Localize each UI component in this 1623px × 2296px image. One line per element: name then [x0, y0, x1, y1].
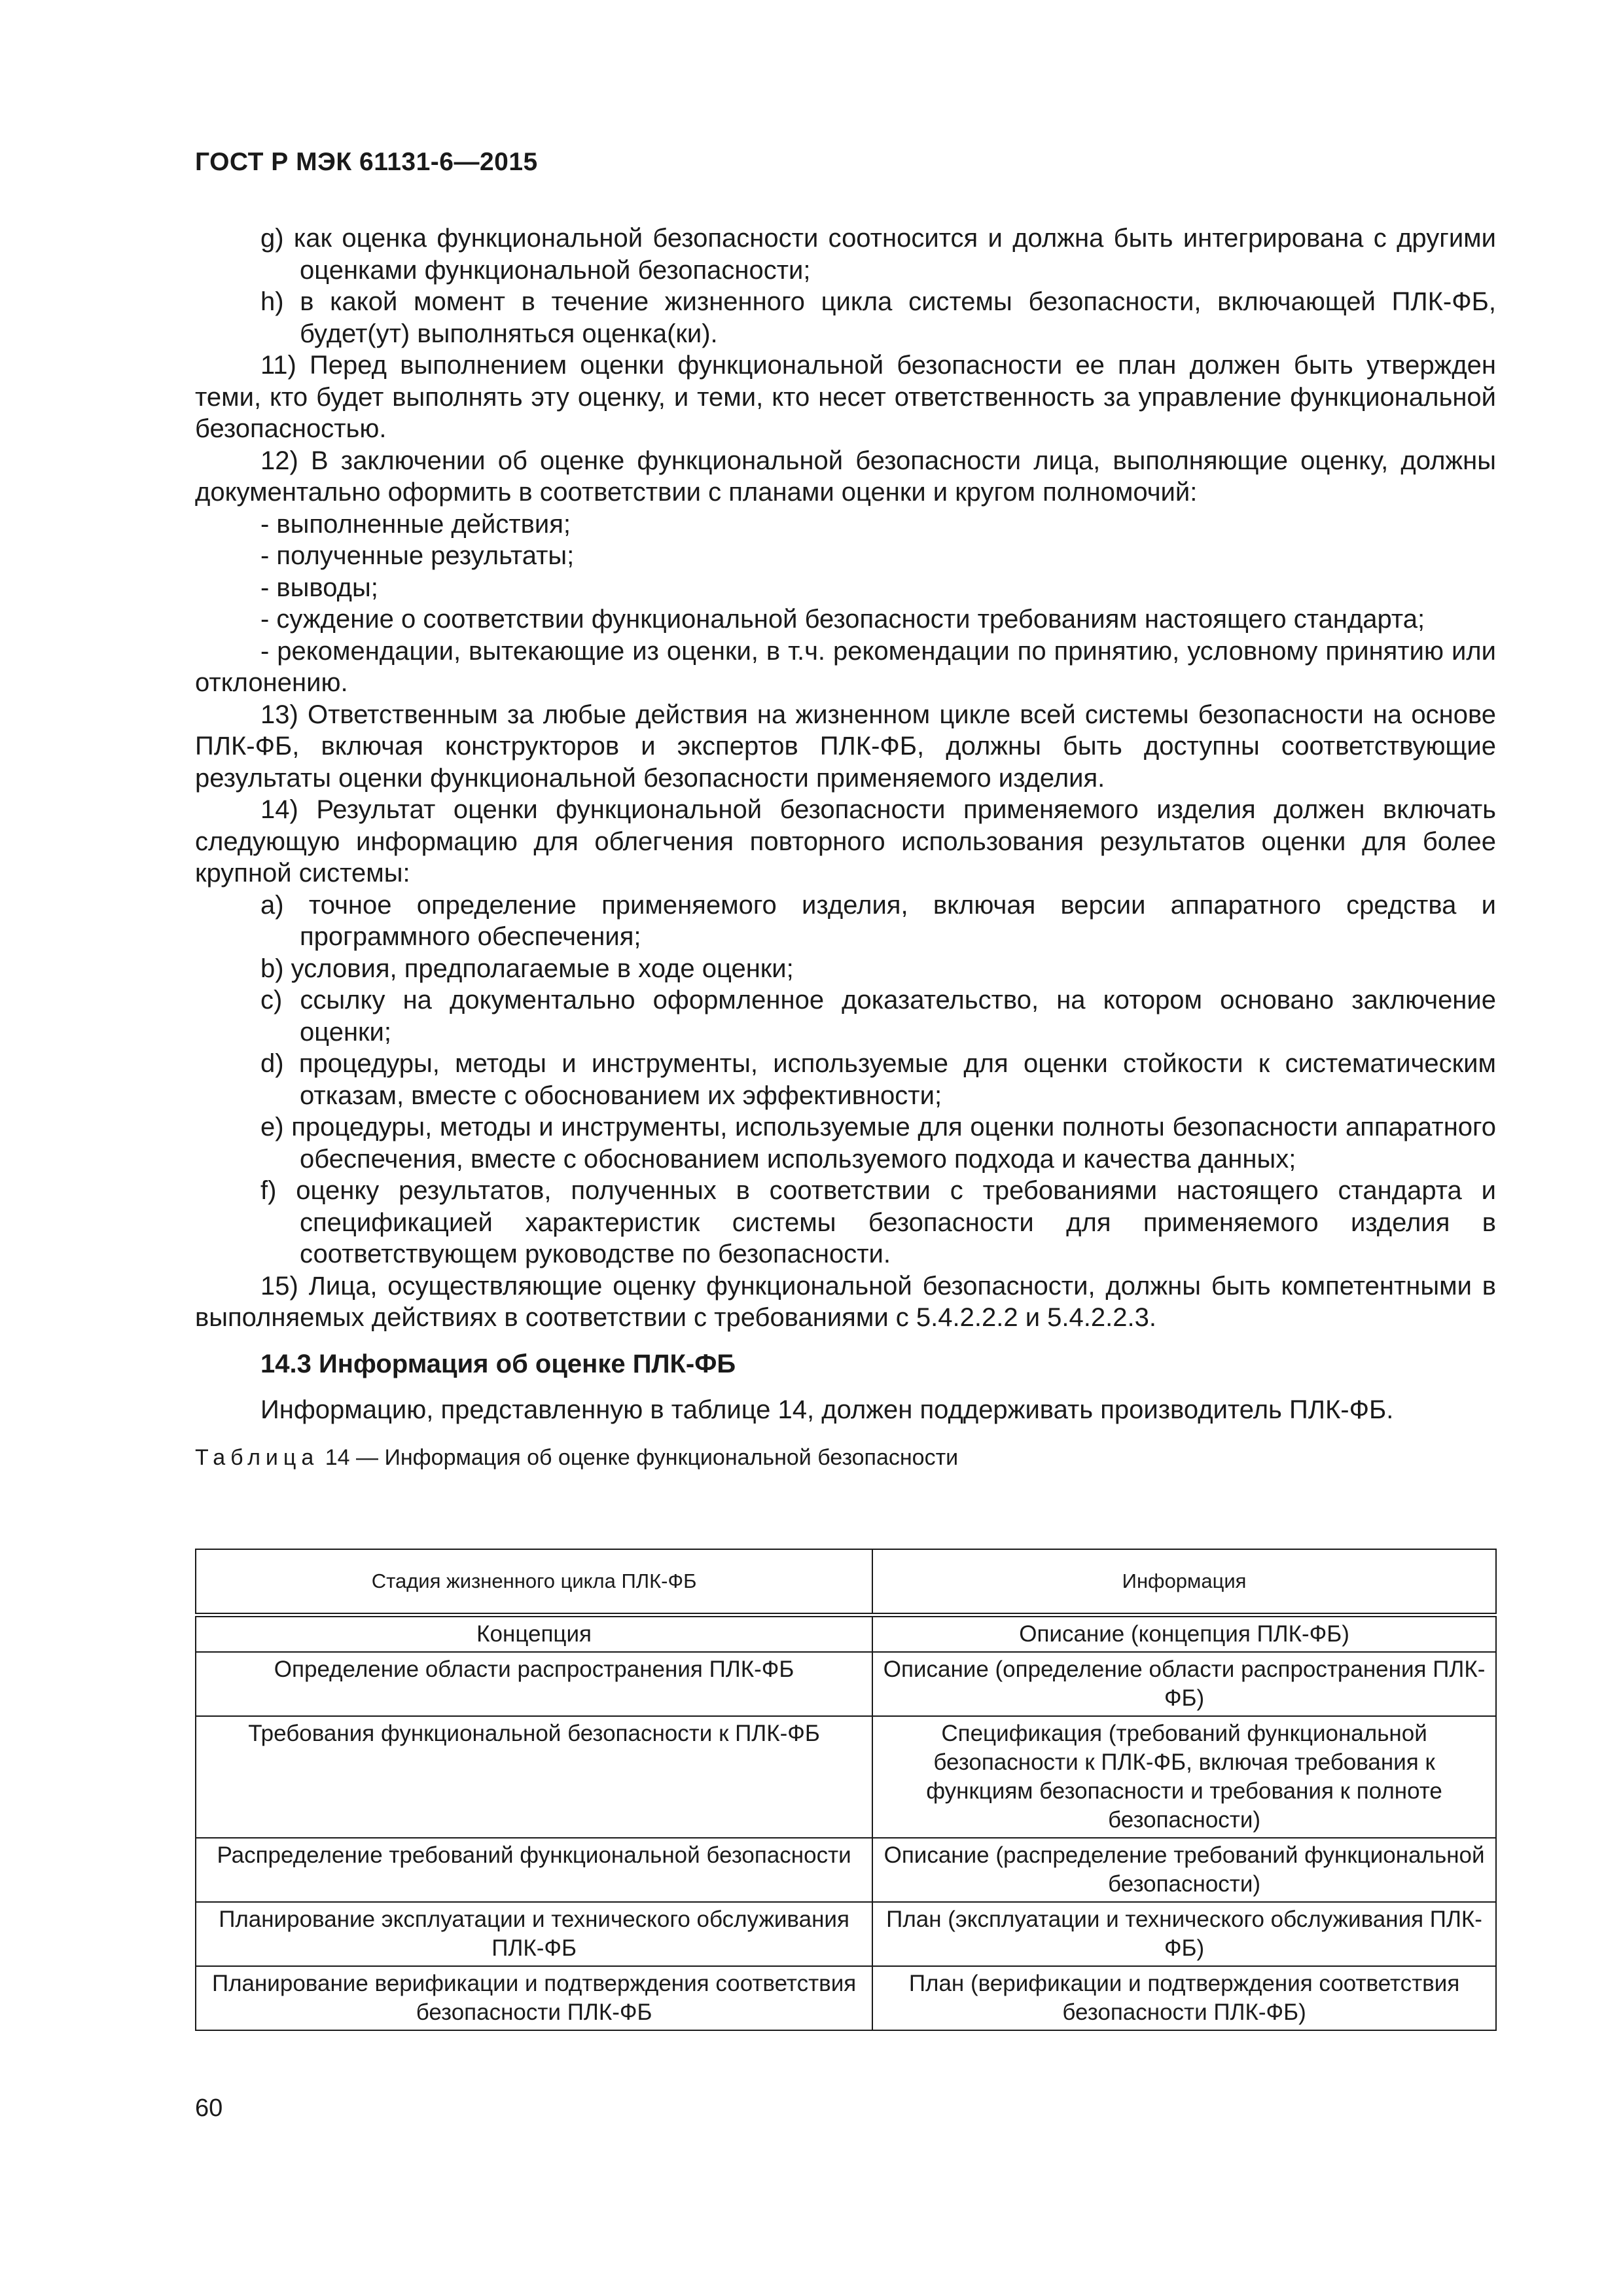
list-item-g: g) как оценка функциональной безопасности соотносится и должна быть интегрирована с другими оценками функциональной безопасности;: [260, 224, 1496, 285]
table-row: [196, 1838, 1496, 1902]
paragraph-13: 13) Ответственным за любые действия на жизненном цикле всей системы безопасности на основе ПЛК-ФБ, включая конструкторов и экспертов ПЛК-ФБ, должны быть доступны соответствующие результаты оценки функциональной безопасности применяемого изделия.: [195, 700, 1496, 793]
table-cell-stage: Планирование эксплуатации и технического обслуживания ПЛК-ФБ: [196, 1902, 872, 1966]
body-text: [195, 223, 1496, 1472]
list-item-d: d) процедуры, методы и инструменты, используемые для оценки стойкости к систематическим отказам, вместе с обоснованием их эффективности;: [260, 1049, 1496, 1110]
table-row: [196, 1716, 1496, 1838]
table-cell-stage: Планирование верификации и подтверждения соответствия безопасности ПЛК-ФБ: [196, 1966, 872, 2030]
table-cell-info: Спецификация (требований функциональной безопасности к ПЛК-ФБ, включая требования к функциям безопасности и требования к полноте безопасности): [872, 1716, 1496, 1838]
dash-item-5: - рекомендации, вытекающие из оценки, в т.ч. рекомендации по принятию, условному принятию или отклонению.: [195, 636, 1496, 697]
table-cell-stage: Требования функциональной безопасности к ПЛК-ФБ: [196, 1716, 872, 1838]
table-header-info: Информация: [872, 1549, 1496, 1615]
dash-item-3: - выводы;: [260, 573, 378, 602]
table-caption: [195, 1443, 1496, 1472]
table-caption-label: Таблица: [195, 1444, 319, 1470]
list-item-a: a) точное определение применяемого изделия, включая версии аппаратного средства и программного обеспечения;: [260, 890, 1496, 951]
table-header-row: [196, 1549, 1496, 1615]
table-cell-info: План (верификации и подтверждения соответствия безопасности ПЛК-ФБ): [872, 1966, 1496, 2030]
table-row: [196, 1615, 1496, 1653]
table-cell-info: Описание (определение области распространения ПЛК-ФБ): [872, 1652, 1496, 1716]
table-row: [196, 1902, 1496, 1966]
table-cell-info: Описание (концепция ПЛК-ФБ): [872, 1615, 1496, 1653]
paragraph-15: 15) Лица, осуществляющие оценку функциональной безопасности, должны быть компетентными в выполняемых действиях в соответствии с требованиями с 5.4.2.2.2 и 5.4.2.2.3.: [195, 1271, 1496, 1332]
paragraph-11: 11) Перед выполнением оценки функциональной безопасности ее план должен быть утвержден теми, кто будет выполнять эту оценку, и теми, кто несет ответственность за управление функциональной безопасностью.: [195, 351, 1496, 443]
list-item-c: c) ссылку на документально оформленное доказательство, на котором основано заключение оценки;: [260, 986, 1496, 1047]
list-item-h: h) в какой момент в течение жизненного цикла системы безопасности, включающей ПЛК-ФБ, будет(ут) выполняться оценка(ки).: [260, 287, 1496, 348]
table-caption-text: 14 — Информация об оценке функциональной безопасности: [319, 1444, 959, 1470]
list-item-f: f) оценку результатов, полученных в соответствии с требованиями настоящего стандарта и спецификацией характеристик системы безопасности для применяемого изделия в соответствующем руководстве по безопасности.: [260, 1176, 1496, 1268]
table-cell-info: Описание (распределение требований функциональной безопасности): [872, 1838, 1496, 1902]
section-intro: Информацию, представленную в таблице 14, должен поддерживать производитель ПЛК-ФБ.: [260, 1395, 1394, 1424]
page-number: 60: [195, 2094, 223, 2122]
document-header: ГОСТ Р МЭК 61131-6—2015: [195, 148, 538, 176]
table-cell-stage: Распределение требований функциональной безопасности: [196, 1838, 872, 1902]
list-item-e: e) процедуры, методы и инструменты, используемые для оценки полноты безопасности аппаратного обеспечения, вместе с обоснованием используемого подхода и качества данных;: [260, 1113, 1496, 1174]
paragraph-12: 12) В заключении об оценке функциональной безопасности лица, выполняющие оценку, должны документально оформить в соответствии с планами оценки и кругом полномочий:: [195, 446, 1496, 507]
paragraph-14: 14) Результат оценки функциональной безопасности применяемого изделия должен включать следующую информацию для облегчения повторного использования результатов оценки для более крупной системы:: [195, 795, 1496, 888]
table-row: [196, 1652, 1496, 1716]
dash-item-4: - суждение о соответствии функциональной безопасности требованиям настоящего стандарта;: [260, 605, 1425, 634]
table-cell-info: План (эксплуатации и технического обслуживания ПЛК-ФБ): [872, 1902, 1496, 1966]
list-item-b: b) условия, предполагаемые в ходе оценки;: [260, 954, 794, 983]
dash-item-1: - выполненные действия;: [260, 509, 571, 539]
table-header-stage: Стадия жизненного цикла ПЛК-ФБ: [196, 1549, 872, 1615]
section-title: 14.3 Информация об оценке ПЛК-ФБ: [260, 1349, 736, 1378]
table-cell-stage: Концепция: [196, 1615, 872, 1653]
info-table: [195, 1549, 1497, 2031]
table-cell-stage: Определение области распространения ПЛК-ФБ: [196, 1652, 872, 1716]
dash-item-2: - полученные результаты;: [260, 541, 575, 570]
table-row: [196, 1966, 1496, 2030]
